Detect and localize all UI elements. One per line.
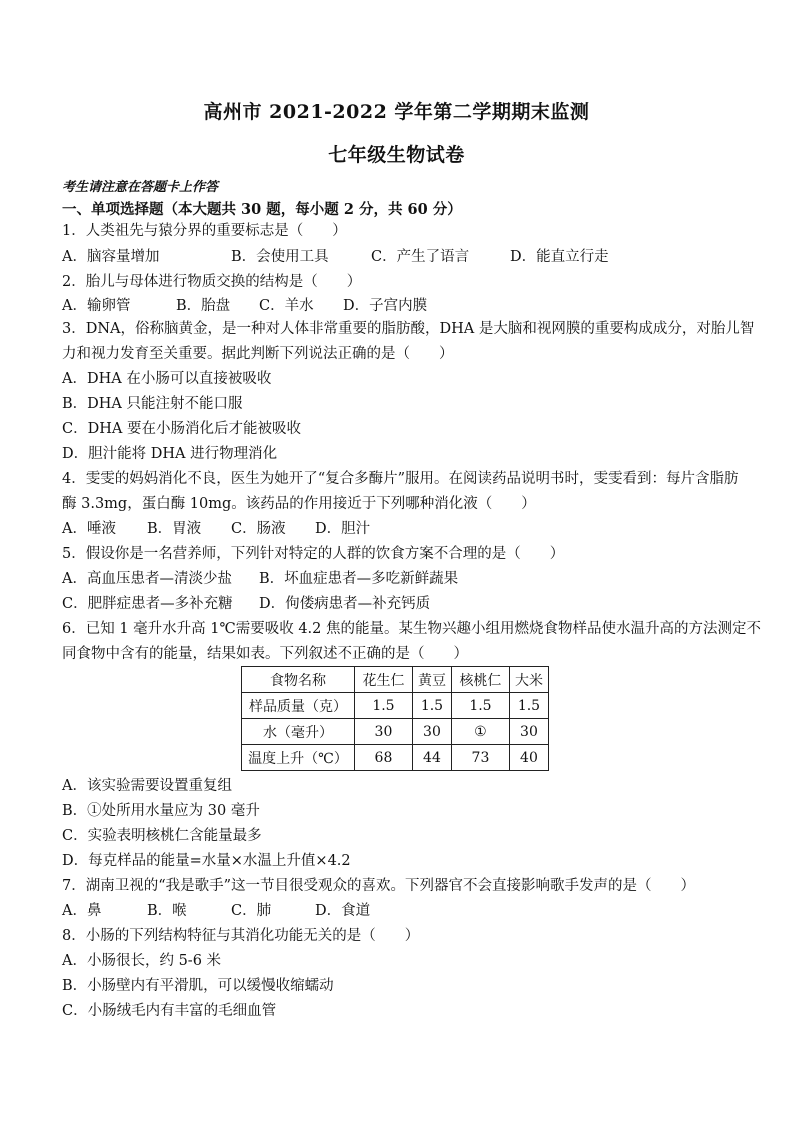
table-row bbox=[242, 745, 549, 771]
q5-option-a: A．高血压患者—清淡少盐 bbox=[62, 571, 232, 587]
q6-option-b: B．①处所用水量应为 30 毫升 bbox=[62, 803, 260, 819]
q4-option-c: C．肠液 bbox=[231, 521, 286, 537]
table-cell: 温度上升（℃） bbox=[242, 745, 355, 771]
table-cell: 73 bbox=[451, 745, 509, 771]
table-cell: 44 bbox=[412, 745, 451, 771]
q6-option-a: A．该实验需要设置重复组 bbox=[62, 778, 232, 794]
q2-option-c: C．羊水 bbox=[259, 298, 314, 314]
q5-stem: 5．假设你是一名营养师，下列针对特定的人群的饮食方案不合理的是（ ） bbox=[62, 546, 565, 562]
q3-option-c: C．DHA 要在小肠消化后才能被吸收 bbox=[62, 421, 301, 437]
q8-option-a: A．小肠很长，约 5-6 米 bbox=[62, 953, 222, 969]
q3-option-b: B．DHA 只能注射不能口服 bbox=[62, 396, 243, 412]
q6-stem-line2: 同食物中含有的能量，结果如表。下列叙述不正确的是（ ） bbox=[62, 646, 468, 662]
table-cell: 30 bbox=[509, 719, 548, 745]
q1-stem: 1．人类祖先与猿分界的重要标志是（ ） bbox=[62, 223, 347, 239]
q7-option-a: A．鼻 bbox=[62, 903, 102, 919]
table-cell: 1.5 bbox=[509, 693, 548, 719]
q3-stem-line2: 力和视力发育至关重要。据此判断下列说法正确的是（ ） bbox=[62, 346, 454, 362]
q8-option-c: C．小肠绒毛内有丰富的毛细血管 bbox=[62, 1003, 277, 1019]
q1-option-c: C．产生了语言 bbox=[371, 249, 470, 265]
section-heading: 一、单项选择题（本大题共 30 题，每小题 2 分，共 60 分） bbox=[62, 201, 462, 218]
table-header-cell: 花生仁 bbox=[355, 667, 413, 693]
q4-option-b: B．胃液 bbox=[147, 521, 202, 537]
exam-title: 高州市 2021-2022 学年第二学期期末监测 bbox=[203, 101, 590, 123]
q4-option-a: A．唾液 bbox=[62, 521, 116, 537]
q4-stem-line2: 酶 3.3mg，蛋白酶 10mg。该药品的作用接近于下列哪种消化液（ ） bbox=[62, 496, 536, 512]
table-cell: 68 bbox=[355, 745, 413, 771]
q8-option-b: B．小肠壁内有平滑肌，可以缓慢收缩蠕动 bbox=[62, 978, 334, 994]
table-cell: 1.5 bbox=[451, 693, 509, 719]
table-cell: 30 bbox=[355, 719, 413, 745]
q7-option-d: D．食道 bbox=[315, 903, 371, 919]
table-cell: ① bbox=[451, 719, 509, 745]
q7-option-b: B．喉 bbox=[147, 903, 187, 919]
q3-option-d: D．胆汁能将 DHA 进行物理消化 bbox=[62, 446, 278, 462]
q8-stem: 8．小肠的下列结构特征与其消化功能无关的是（ ） bbox=[62, 928, 420, 944]
q2-option-d: D．子宫内膜 bbox=[343, 298, 428, 314]
q6-option-d: D．每克样品的能量=水量×水温上升值×4.2 bbox=[62, 853, 351, 869]
table-row bbox=[242, 693, 549, 719]
exam-subtitle: 七年级生物试卷 bbox=[328, 144, 465, 166]
exam-notice: 考生请注意在答题卡上作答 bbox=[62, 180, 219, 195]
food-energy-table bbox=[241, 666, 549, 771]
table-header-row bbox=[242, 667, 549, 693]
q7-option-c: C．肺 bbox=[231, 903, 272, 919]
table-cell: 40 bbox=[509, 745, 548, 771]
table-cell: 水（毫升） bbox=[242, 719, 355, 745]
table-cell: 1.5 bbox=[412, 693, 451, 719]
q4-stem-line1: 4．雯雯的妈妈消化不良，医生为她开了“复合多酶片”服用。在阅读药品说明书时，雯雯看到：每片含脂肪 bbox=[62, 471, 739, 487]
q5-option-c: C．肥胖症患者—多补充糖 bbox=[62, 596, 233, 612]
table-header-cell: 大米 bbox=[509, 667, 548, 693]
q3-option-a: A．DHA 在小肠可以直接被吸收 bbox=[62, 371, 272, 387]
q5-option-d: D．佝偻病患者—补充钙质 bbox=[259, 596, 431, 612]
q4-option-d: D．胆汁 bbox=[315, 521, 371, 537]
q6-stem-line1: 6．已知 1 毫升水升高 1℃需要吸收 4.2 焦的能量。某生物兴趣小组用燃烧食物样品使水温升高的方法测定不 bbox=[62, 621, 761, 637]
q3-stem-line1: 3．DNA，俗称脑黄金，是一种对人体非常重要的脂肪酸，DHA 是大脑和视网膜的重要构成成分，对胎儿智 bbox=[62, 321, 755, 337]
q2-option-b: B．胎盘 bbox=[176, 298, 231, 314]
table-cell: 样品质量（克） bbox=[242, 693, 355, 719]
q5-option-b: B．坏血症患者—多吃新鲜蔬果 bbox=[259, 571, 459, 587]
q2-stem: 2．胎儿与母体进行物质交换的结构是（ ） bbox=[62, 274, 362, 290]
q6-option-c: C．实验表明核桃仁含能量最多 bbox=[62, 828, 262, 844]
table-row bbox=[242, 719, 549, 745]
table-header-cell: 食物名称 bbox=[242, 667, 355, 693]
table-cell: 30 bbox=[412, 719, 451, 745]
q7-stem: 7．湖南卫视的“我是歌手”这一节目很受观众的喜欢。下列器官不会直接影响歌手发声的是（ ） bbox=[62, 878, 696, 894]
table-header-cell: 核桃仁 bbox=[451, 667, 509, 693]
q1-option-d: D．能直立行走 bbox=[510, 249, 609, 265]
q2-option-a: A．输卵管 bbox=[62, 298, 131, 314]
q1-option-b: B．会使用工具 bbox=[231, 249, 329, 265]
table-cell: 1.5 bbox=[355, 693, 413, 719]
q1-option-a: A．脑容量增加 bbox=[62, 249, 160, 265]
table-header-cell: 黄豆 bbox=[412, 667, 451, 693]
